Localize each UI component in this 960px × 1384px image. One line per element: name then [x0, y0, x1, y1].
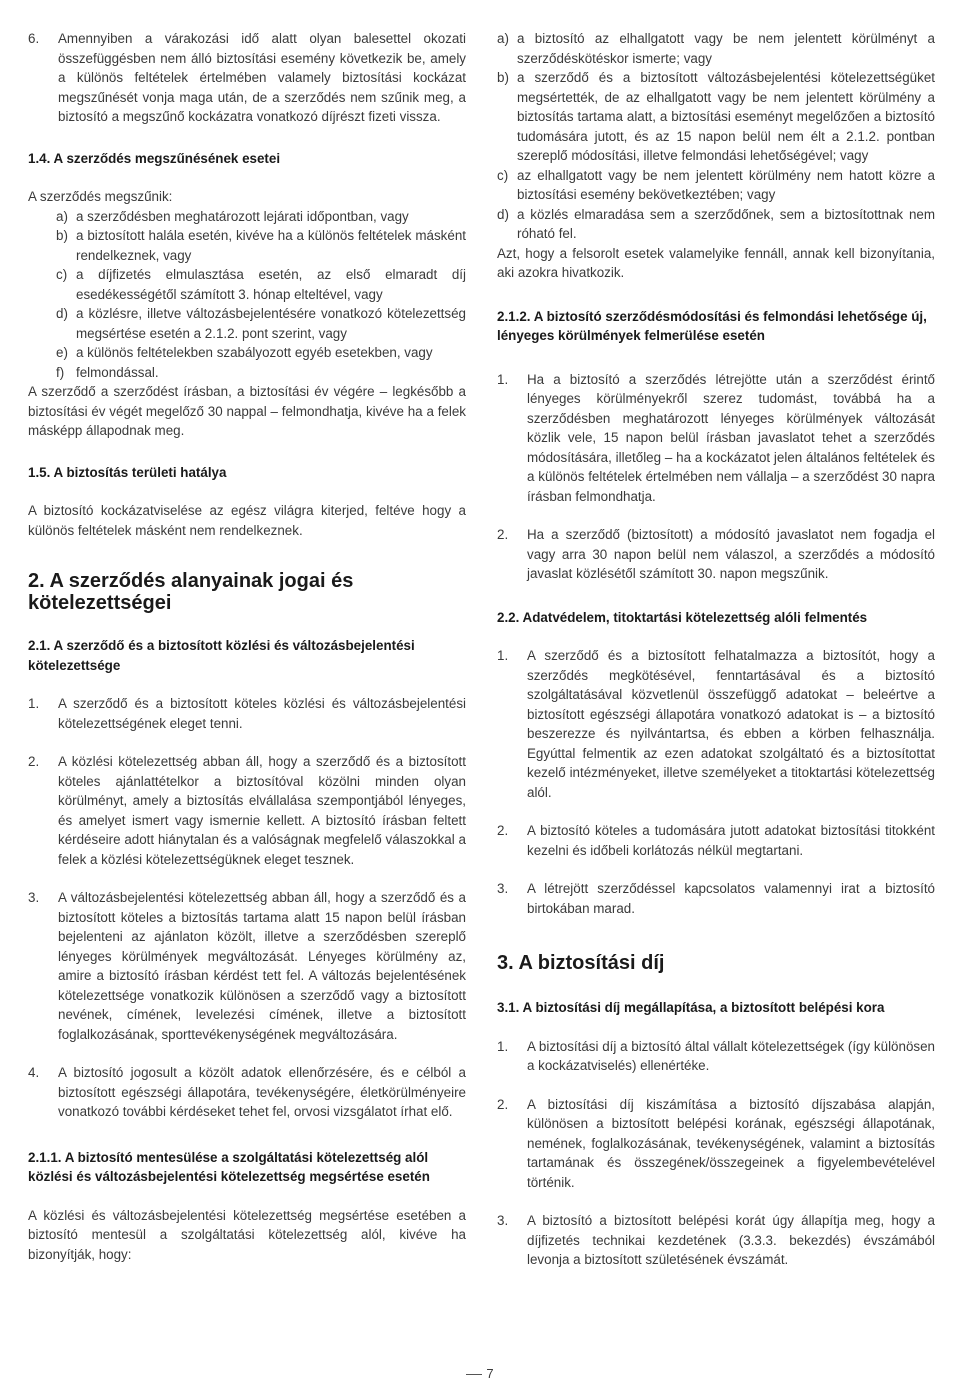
list-item: 3. A biztosító a biztosított belépési korát úgy állapítja meg, hogy a díjfizetés technikai kezdetének (3.3.3. bekezdés) évszámából levonja a biztosított születésének évszámát.	[497, 1213, 935, 1267]
section-heading-1-4: 1.4. A szerződés megszűnésének esetei	[28, 150, 281, 166]
list-item: 1. A szerződő és a biztosított köteles közlési és változásbejelentési kötelezettségének eleget tenni.	[28, 696, 466, 731]
list-item	[28, 29, 466, 127]
list-item: 1. Ha a biztosító a szerződés létrejötte után a szerződést érintő lényeges körülményekről szerez tudomást, továbbá ha a szerződésben meghatározott lényeges körülmények változását közlik vele, 15 napon belül írásban javaslatot tehet a szerződés módosítására, illetőleg – ha a kockázatot jelen általános feltételek és a különös feltételek értelmében nem vállalja – a szerződést 30 napra írásban felmondhatja.	[497, 371, 935, 504]
list-item: c) a díjfizetés elmulasztása esetén, az első elmaradt díj esedékességétől számított 3. hónap elteltével, vagy	[56, 267, 466, 302]
intro-text: A szerződés megszűnik:	[28, 189, 173, 204]
list-item: 1. A biztosítási díj a biztosító által vállalt kötelezettségek (így különösen a kockázatviselés) ellenértéke.	[497, 1038, 935, 1073]
termination-cases-list	[28, 207, 466, 383]
list-item: a) a szerződésben meghatározott lejárati időpontban, vagy	[56, 208, 409, 224]
list-item: a) a biztosító az elhallgatott vagy be nem jelentett körülményt a szerződéskötéskor ismerte; vagy	[497, 31, 935, 66]
list-item: b) a szerződő és a biztosított változásbejelentési kötelezettségüket megsértették, de az elhallgatott vagy be nem jelentett körülmény a biztosítás tartama alatt, a biztosítási eseményt megelőzően a biztosító tudomására jutott, és az 15 napon belül nem élt a 2.1.2. pontban szereplő módosítási, illetve felmondási lehetőségével; vagy	[497, 70, 935, 163]
list-item: 2. A biztosító köteles a tudomására jutott adatokat biztosítási titokként kezelni és időbeli korlátozás nélkül megtartani.	[497, 823, 935, 858]
list-item: 3. A létrejött szerződéssel kapcsolatos valamennyi irat a biztosító birtokában marad.	[497, 881, 935, 916]
termination-text: A szerződő a szerződést írásban, a biztosítási év végére – legkésőbb a biztosítási év végét megelőző 30 nappal – felmondhatja, kivéve ha a felek másképp állapodnak meg.	[28, 384, 466, 438]
section-heading-2-2: 2.2. Adatvédelem, titoktartási kötelezettség alóli felmentés	[497, 609, 868, 625]
section-heading-1-5: 1.5. A biztosítás területi hatálya	[28, 464, 227, 480]
left-column	[28, 29, 466, 1264]
section-heading-2-1: 2.1. A szerződő és a biztosított közlési és változásbejelentési kötelezettsége	[28, 638, 415, 673]
item-number: 6.	[28, 31, 40, 46]
list-item: 4. A biztosító jogosult a közölt adatok ellenőrzésére, és e célból a biztosított egészségi állapotára, tevékenységére, életkörülményeire vonatkozó további kérdéseket tehet fel, orvosi vizsgálatot írhat elő.	[28, 1065, 466, 1119]
list-item: c) az elhallgatott vagy be nem jelentett körülmény nem hatott közre a biztosítási esemény bekövetkeztében; vagy	[497, 167, 935, 202]
section-heading-3: 3. A biztosítási díj	[497, 952, 665, 974]
list-item: d) a közlésre, illetve változásbejelentésére vonatkozó kötelezettség megsértése esetén a 2.1.2. pont szerint, vagy	[56, 306, 466, 341]
list-item: d) a közlés elmaradása sem a szerződőnek, sem a biztosítottnak nem róható fel.	[497, 206, 935, 241]
list-item: 2. A biztosítási díj kiszámítása a biztosító díjszabása alapján, különösen a biztosított belépési korának, egészségi állapotának, nemének, foglalkozásának, tevékenységének, valamint a biztosítás tartamának és összegének/összegeinek a figyelembevételével történik.	[497, 1096, 935, 1190]
list-item: e) a különös feltételekben szabályozott egyéb esetekben, vagy	[56, 345, 433, 360]
section-heading-2-1-2: 2.1.2. A biztosító szerződésmódosítási és felmondási lehetősége új, lényeges körülmények felmerülése esetén	[497, 308, 927, 343]
proof-cases-list	[497, 29, 935, 244]
list-item: f) felmondással.	[56, 364, 159, 380]
list-item: 2. A közlési kötelezettség abban áll, hogy a szerződő és a biztosított köteles ajánlattételkor a biztosítóval közölni minden olyan körülményt, amely a biztosítás elvállalása szempontjából lényeges, és amelyet ismert vagy ismernie kellett. A biztosító írásban feltett kérdéseire adott hiánytalan és a valóságnak megfelelő válaszokkal a felek a közlési kötelezettségüknek eleget tesznek.	[28, 754, 466, 867]
list-item: b) a biztosított halála esetén, kivéve ha a különös feltételek másként rendelkeznek, vagy	[56, 228, 466, 263]
section-heading-3-1: 3.1. A biztosítási díj megállapítása, a biztosított belépési kora	[497, 1000, 885, 1015]
list-item: 1. A szerződő és a biztosított felhatalmazza a biztosítót, hogy a szerződés megkötésével, fenntartásával és a biztosító szolgáltatásával közvetlenül összefüggő adatokat – beleértve a biztosított egészségi állapotára vonatkozó adatokat is – a biztosító beszerezze és nyilvántartsa, és ebben a körben felhasználja. Egyúttal felmentik az ezen adatokat szolgáltató és a biztosítottat kezelő intézményeket, illetve személyeket a titoktartási kötelezettség alól.	[497, 648, 935, 800]
list-item: 2. Ha a szerződő (biztosított) a módosító javaslatot nem fogadja el vagy arra 30 napon belül nem válaszol, a szerződés a módosító javaslat közlésétől számított 30. napon megszűnik.	[497, 527, 935, 581]
section-heading-2-1-1: 2.1.1. A biztosító mentesülése a szolgáltatási kötelezettség alól közlési és változásbejelentési kötelezettség megsértése esetén	[28, 1149, 430, 1184]
territory-text: A biztosító kockázatviselése az egész világra kiterjed, feltéve hogy a különös feltételek másként nem rendelkeznek.	[28, 503, 466, 538]
right-column	[497, 29, 935, 1270]
section-heading-2: 2. A szerződés alanyainak jogai és kötelezettségei	[28, 570, 354, 614]
page-number: 7	[486, 1366, 494, 1381]
footer-dash	[466, 1374, 482, 1375]
item-text: Amennyiben a várakozási idő alatt olyan balesettel okozati összefüggésben nem álló biztosítási esemény következik be, amely a különös feltételek értelmében valamely biztosítási kockázat megszűnését vonja maga után, de a szerződés nem szűnik meg, a biztosító a megszűnő kockázatra vonatkozó díjrészt fizeti vissza.	[58, 31, 466, 124]
list-item: 3. A változásbejelentési kötelezettség abban áll, hogy a szerződő és a biztosított köteles a biztosítás tartama alatt 15 napon belül írásban bejelenteni az ajánlaton közölt, illetve a szerződésben szereplő lényeges körülmények megváltozását. Lényeges körülmény az, amire a biztosító írásban kérdést tett fel. A változás bejelentésének kötelezettsége vonatkozik különösen a szerződő vagy a biztosított nevének, címének, levelezési címének, illetve a biztosított foglalkozásának, sporttevékenységének megváltozására.	[28, 890, 466, 1042]
exemption-text: A közlési és változásbejelentési kötelezettség megsértése esetében a biztosító mentesül a szolgáltatási kötelezettség alól, kivéve ha bizonyítják, hogy:	[28, 1207, 466, 1262]
page-footer	[0, 1366, 960, 1381]
proof-text: Azt, hogy a felsorolt esetek valamelyike fennáll, annak kell bizonyítania, aki azokra hivatkozik.	[497, 245, 935, 280]
